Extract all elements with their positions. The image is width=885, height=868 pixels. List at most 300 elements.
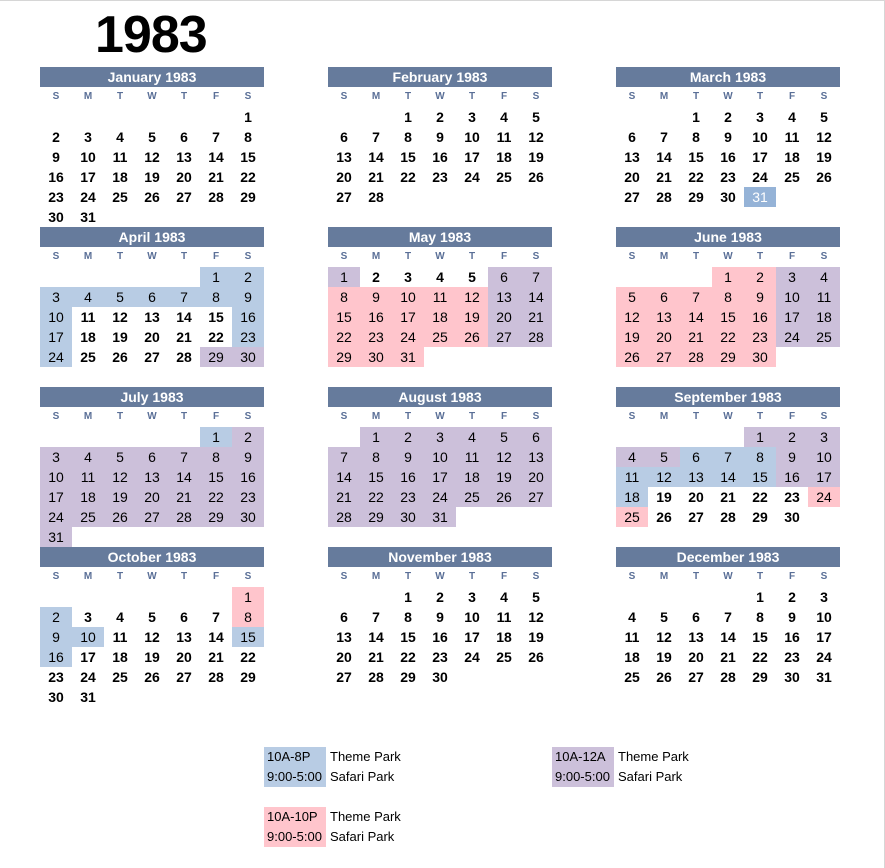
day-cell[interactable]: 13 <box>144 309 160 325</box>
day-cell[interactable]: 14 <box>368 629 384 645</box>
day-cell[interactable]: 20 <box>688 489 704 505</box>
day-cell[interactable]: 5 <box>488 427 520 447</box>
day-cell[interactable]: 1 <box>200 267 232 287</box>
day-cell[interactable]: 29 <box>200 347 232 367</box>
day-cell[interactable]: 17 <box>464 629 480 645</box>
day-cell[interactable]: 15 <box>744 467 776 487</box>
day-cell[interactable]: 9 <box>232 287 264 307</box>
day-cell[interactable]: 8 <box>244 129 252 145</box>
day-cell[interactable]: 6 <box>136 287 168 307</box>
day-cell[interactable]: 18 <box>80 329 96 345</box>
day-cell[interactable]: 20 <box>688 649 704 665</box>
day-cell[interactable]: 3 <box>808 427 840 447</box>
day-cell[interactable]: 16 <box>432 629 448 645</box>
day-cell[interactable]: 26 <box>144 189 160 205</box>
day-cell[interactable]: 2 <box>40 607 72 627</box>
day-cell[interactable]: 1 <box>244 109 252 125</box>
day-cell[interactable]: 17 <box>80 169 96 185</box>
day-cell[interactable]: 23 <box>784 649 800 665</box>
day-cell[interactable]: 19 <box>144 649 160 665</box>
day-cell[interactable]: 11 <box>784 129 800 145</box>
day-cell[interactable]: 23 <box>232 487 264 507</box>
day-cell[interactable]: 11 <box>424 287 456 307</box>
day-cell[interactable]: 19 <box>528 629 544 645</box>
day-cell[interactable]: 24 <box>464 649 480 665</box>
day-cell[interactable]: 18 <box>72 487 104 507</box>
day-cell[interactable]: 11 <box>80 309 96 325</box>
day-cell[interactable]: 27 <box>688 509 704 525</box>
day-cell[interactable]: 7 <box>712 447 744 467</box>
day-cell[interactable]: 15 <box>200 467 232 487</box>
day-cell[interactable]: 19 <box>616 327 648 347</box>
day-cell[interactable]: 8 <box>692 129 700 145</box>
day-cell[interactable]: 3 <box>468 589 476 605</box>
day-cell[interactable]: 13 <box>680 467 712 487</box>
day-cell[interactable]: 5 <box>616 287 648 307</box>
day-cell[interactable]: 29 <box>328 347 360 367</box>
day-cell[interactable]: 6 <box>340 129 348 145</box>
day-cell[interactable]: 15 <box>232 627 264 647</box>
day-cell[interactable]: 14 <box>520 287 552 307</box>
day-cell[interactable]: 1 <box>404 589 412 605</box>
day-cell[interactable]: 5 <box>148 609 156 625</box>
day-cell[interactable]: 28 <box>520 327 552 347</box>
day-cell[interactable]: 26 <box>104 507 136 527</box>
day-cell[interactable]: 24 <box>40 507 72 527</box>
day-cell[interactable]: 23 <box>432 649 448 665</box>
day-cell[interactable]: 10 <box>392 287 424 307</box>
day-cell[interactable]: 7 <box>724 609 732 625</box>
day-cell[interactable]: 8 <box>756 609 764 625</box>
day-cell[interactable]: 11 <box>112 149 128 165</box>
day-cell[interactable]: 17 <box>808 467 840 487</box>
day-cell[interactable]: 25 <box>496 169 512 185</box>
day-cell[interactable]: 24 <box>808 487 840 507</box>
day-cell[interactable]: 28 <box>176 349 192 365</box>
day-cell[interactable]: 27 <box>176 189 192 205</box>
day-cell[interactable]: 25 <box>808 327 840 347</box>
day-cell[interactable]: 13 <box>136 467 168 487</box>
day-cell[interactable]: 9 <box>40 627 72 647</box>
day-cell[interactable]: 14 <box>328 467 360 487</box>
day-cell[interactable]: 15 <box>328 307 360 327</box>
day-cell[interactable]: 11 <box>808 287 840 307</box>
day-cell[interactable]: 16 <box>744 307 776 327</box>
day-cell[interactable]: 28 <box>680 347 712 367</box>
day-cell[interactable]: 29 <box>360 507 392 527</box>
day-cell[interactable]: 24 <box>80 669 96 685</box>
day-cell[interactable]: 21 <box>208 649 224 665</box>
day-cell[interactable]: 15 <box>240 149 256 165</box>
day-cell[interactable]: 26 <box>616 347 648 367</box>
day-cell[interactable]: 22 <box>208 329 224 345</box>
day-cell[interactable]: 8 <box>200 287 232 307</box>
day-cell[interactable]: 11 <box>72 467 104 487</box>
day-cell[interactable]: 31 <box>40 527 72 547</box>
day-cell[interactable]: 16 <box>48 169 64 185</box>
day-cell[interactable]: 25 <box>456 487 488 507</box>
day-cell[interactable]: 21 <box>176 329 192 345</box>
day-cell[interactable]: 24 <box>464 169 480 185</box>
day-cell[interactable]: 1 <box>756 589 764 605</box>
day-cell[interactable]: 6 <box>648 287 680 307</box>
day-cell[interactable]: 20 <box>488 307 520 327</box>
day-cell[interactable]: 4 <box>500 109 508 125</box>
day-cell[interactable]: 12 <box>112 309 128 325</box>
day-cell[interactable]: 7 <box>168 447 200 467</box>
day-cell[interactable]: 24 <box>392 327 424 347</box>
day-cell[interactable]: 19 <box>488 467 520 487</box>
day-cell[interactable]: 20 <box>624 169 640 185</box>
day-cell[interactable]: 1 <box>404 109 412 125</box>
day-cell[interactable]: 1 <box>360 427 392 447</box>
day-cell[interactable]: 13 <box>488 287 520 307</box>
day-cell[interactable]: 20 <box>176 169 192 185</box>
day-cell[interactable]: 27 <box>488 327 520 347</box>
day-cell[interactable]: 12 <box>528 609 544 625</box>
day-cell[interactable]: 8 <box>404 129 412 145</box>
day-cell[interactable]: 18 <box>616 487 648 507</box>
day-cell[interactable]: 5 <box>468 269 476 285</box>
day-cell[interactable]: 15 <box>400 149 416 165</box>
day-cell[interactable]: 12 <box>456 287 488 307</box>
day-cell[interactable]: 6 <box>692 609 700 625</box>
day-cell[interactable]: 29 <box>752 669 768 685</box>
day-cell[interactable]: 15 <box>400 629 416 645</box>
day-cell[interactable]: 18 <box>424 307 456 327</box>
day-cell[interactable]: 6 <box>136 447 168 467</box>
day-cell[interactable]: 14 <box>176 309 192 325</box>
day-cell[interactable]: 3 <box>756 109 764 125</box>
day-cell[interactable]: 4 <box>616 447 648 467</box>
day-cell[interactable]: 6 <box>520 427 552 447</box>
day-cell[interactable]: 9 <box>436 129 444 145</box>
day-cell[interactable]: 9 <box>360 287 392 307</box>
day-cell[interactable]: 1 <box>200 427 232 447</box>
day-cell[interactable]: 2 <box>776 427 808 447</box>
day-cell[interactable]: 21 <box>208 169 224 185</box>
day-cell[interactable]: 21 <box>520 307 552 327</box>
day-cell[interactable]: 8 <box>712 287 744 307</box>
day-cell[interactable]: 5 <box>104 447 136 467</box>
day-cell[interactable]: 12 <box>144 629 160 645</box>
day-cell[interactable]: 31 <box>424 507 456 527</box>
day-cell[interactable]: 11 <box>112 629 128 645</box>
day-cell[interactable]: 24 <box>816 649 832 665</box>
day-cell[interactable]: 21 <box>328 487 360 507</box>
day-cell[interactable]: 21 <box>720 489 736 505</box>
day-cell[interactable]: 30 <box>360 347 392 367</box>
day-cell[interactable]: 2 <box>232 427 264 447</box>
day-cell[interactable]: 12 <box>656 629 672 645</box>
day-cell[interactable]: 25 <box>112 189 128 205</box>
day-cell[interactable]: 27 <box>648 347 680 367</box>
day-cell[interactable]: 6 <box>488 267 520 287</box>
day-cell[interactable]: 30 <box>232 507 264 527</box>
day-cell[interactable]: 22 <box>400 649 416 665</box>
day-cell[interactable]: 14 <box>208 629 224 645</box>
day-cell[interactable]: 23 <box>784 489 800 505</box>
day-cell[interactable]: 7 <box>212 609 220 625</box>
day-cell[interactable]: 30 <box>48 209 64 225</box>
day-cell[interactable]: 13 <box>176 149 192 165</box>
day-cell[interactable]: 4 <box>116 129 124 145</box>
day-cell[interactable]: 16 <box>40 647 72 667</box>
day-cell[interactable]: 14 <box>720 629 736 645</box>
day-cell[interactable]: 7 <box>520 267 552 287</box>
day-cell[interactable]: 21 <box>680 327 712 347</box>
day-cell[interactable]: 3 <box>84 129 92 145</box>
day-cell[interactable]: 26 <box>144 669 160 685</box>
day-cell[interactable]: 27 <box>336 189 352 205</box>
day-cell[interactable]: 8 <box>232 607 264 627</box>
day-cell[interactable]: 8 <box>328 287 360 307</box>
day-cell[interactable]: 5 <box>660 609 668 625</box>
day-cell[interactable]: 8 <box>744 447 776 467</box>
day-cell[interactable]: 25 <box>496 649 512 665</box>
day-cell[interactable]: 1 <box>712 267 744 287</box>
day-cell[interactable]: 28 <box>720 669 736 685</box>
day-cell[interactable]: 7 <box>328 447 360 467</box>
day-cell[interactable]: 9 <box>436 609 444 625</box>
day-cell[interactable]: 13 <box>688 629 704 645</box>
day-cell[interactable]: 18 <box>456 467 488 487</box>
day-cell[interactable]: 23 <box>392 487 424 507</box>
day-cell[interactable]: 28 <box>208 669 224 685</box>
day-cell[interactable]: 25 <box>112 669 128 685</box>
day-cell[interactable]: 7 <box>660 129 668 145</box>
day-cell[interactable]: 29 <box>200 507 232 527</box>
day-cell[interactable]: 29 <box>240 669 256 685</box>
day-cell[interactable]: 2 <box>372 269 380 285</box>
day-cell[interactable]: 12 <box>104 467 136 487</box>
day-cell[interactable]: 5 <box>148 129 156 145</box>
day-cell[interactable]: 28 <box>720 509 736 525</box>
day-cell[interactable]: 12 <box>816 129 832 145</box>
day-cell[interactable]: 12 <box>144 149 160 165</box>
day-cell[interactable]: 22 <box>400 169 416 185</box>
day-cell[interactable]: 7 <box>212 129 220 145</box>
day-cell[interactable]: 29 <box>688 189 704 205</box>
day-cell[interactable]: 10 <box>40 307 72 327</box>
day-cell[interactable]: 18 <box>496 149 512 165</box>
day-cell[interactable]: 22 <box>328 327 360 347</box>
day-cell[interactable]: 30 <box>392 507 424 527</box>
day-cell[interactable]: 13 <box>336 149 352 165</box>
day-cell[interactable]: 2 <box>436 109 444 125</box>
day-cell[interactable]: 6 <box>180 609 188 625</box>
day-cell[interactable]: 10 <box>40 467 72 487</box>
day-cell[interactable]: 28 <box>168 507 200 527</box>
day-cell[interactable]: 14 <box>656 149 672 165</box>
day-cell[interactable]: 31 <box>816 669 832 685</box>
day-cell[interactable]: 23 <box>48 669 64 685</box>
day-cell[interactable]: 1 <box>328 267 360 287</box>
day-cell[interactable]: 17 <box>424 467 456 487</box>
day-cell[interactable]: 13 <box>520 447 552 467</box>
day-cell[interactable]: 28 <box>208 189 224 205</box>
day-cell[interactable]: 16 <box>432 149 448 165</box>
day-cell[interactable]: 16 <box>720 149 736 165</box>
day-cell[interactable]: 6 <box>680 447 712 467</box>
day-cell[interactable]: 16 <box>360 307 392 327</box>
day-cell[interactable]: 22 <box>240 649 256 665</box>
day-cell[interactable]: 23 <box>432 169 448 185</box>
day-cell[interactable]: 22 <box>360 487 392 507</box>
day-cell[interactable]: 27 <box>520 487 552 507</box>
day-cell[interactable]: 5 <box>820 109 828 125</box>
day-cell[interactable]: 16 <box>392 467 424 487</box>
day-cell[interactable]: 10 <box>816 609 832 625</box>
day-cell[interactable]: 17 <box>80 649 96 665</box>
day-cell[interactable]: 10 <box>464 129 480 145</box>
day-cell[interactable]: 17 <box>40 487 72 507</box>
day-cell[interactable]: 14 <box>208 149 224 165</box>
day-cell[interactable]: 2 <box>232 267 264 287</box>
day-cell[interactable]: 3 <box>820 589 828 605</box>
day-cell[interactable]: 17 <box>392 307 424 327</box>
day-cell[interactable]: 20 <box>336 169 352 185</box>
day-cell[interactable]: 20 <box>176 649 192 665</box>
day-cell[interactable]: 17 <box>464 149 480 165</box>
day-cell[interactable]: 19 <box>816 149 832 165</box>
day-cell[interactable]: 17 <box>40 327 72 347</box>
day-cell[interactable]: 7 <box>372 609 380 625</box>
day-cell[interactable]: 26 <box>456 327 488 347</box>
day-cell[interactable]: 18 <box>808 307 840 327</box>
day-cell[interactable]: 26 <box>528 169 544 185</box>
day-cell[interactable]: 3 <box>84 609 92 625</box>
day-cell[interactable]: 19 <box>656 649 672 665</box>
day-cell[interactable]: 20 <box>336 649 352 665</box>
day-cell[interactable]: 14 <box>368 149 384 165</box>
day-cell[interactable]: 17 <box>776 307 808 327</box>
day-cell[interactable]: 31 <box>80 209 96 225</box>
day-cell[interactable]: 19 <box>528 149 544 165</box>
day-cell[interactable]: 22 <box>240 169 256 185</box>
day-cell[interactable]: 30 <box>432 669 448 685</box>
day-cell[interactable]: 18 <box>624 649 640 665</box>
day-cell[interactable]: 5 <box>532 109 540 125</box>
day-cell[interactable]: 28 <box>368 669 384 685</box>
day-cell[interactable]: 22 <box>688 169 704 185</box>
day-cell[interactable]: 23 <box>232 327 264 347</box>
day-cell[interactable]: 11 <box>624 629 640 645</box>
day-cell[interactable]: 25 <box>72 507 104 527</box>
day-cell[interactable]: 11 <box>496 129 512 145</box>
day-cell[interactable]: 30 <box>744 347 776 367</box>
day-cell[interactable]: 31 <box>392 347 424 367</box>
day-cell[interactable]: 19 <box>144 169 160 185</box>
day-cell[interactable]: 10 <box>808 447 840 467</box>
day-cell[interactable]: 21 <box>368 649 384 665</box>
day-cell[interactable]: 6 <box>180 129 188 145</box>
day-cell[interactable]: 3 <box>468 109 476 125</box>
day-cell[interactable]: 4 <box>808 267 840 287</box>
day-cell[interactable]: 15 <box>208 309 224 325</box>
day-cell[interactable]: 3 <box>424 427 456 447</box>
day-cell[interactable]: 6 <box>628 129 636 145</box>
day-cell[interactable]: 12 <box>648 467 680 487</box>
day-cell[interactable]: 12 <box>528 129 544 145</box>
day-cell[interactable]: 2 <box>436 589 444 605</box>
day-cell[interactable]: 8 <box>360 447 392 467</box>
day-cell[interactable]: 4 <box>788 109 796 125</box>
day-cell[interactable]: 17 <box>752 149 768 165</box>
day-cell[interactable]: 29 <box>240 189 256 205</box>
day-cell[interactable]: 23 <box>48 189 64 205</box>
day-cell[interactable]: 15 <box>688 149 704 165</box>
day-cell[interactable]: 10 <box>464 609 480 625</box>
day-cell[interactable]: 24 <box>776 327 808 347</box>
day-cell[interactable]: 2 <box>744 267 776 287</box>
day-cell[interactable]: 20 <box>648 327 680 347</box>
day-cell[interactable]: 27 <box>136 507 168 527</box>
day-cell[interactable]: 19 <box>456 307 488 327</box>
day-cell[interactable]: 18 <box>112 169 128 185</box>
day-cell[interactable]: 2 <box>788 589 796 605</box>
day-cell[interactable]: 2 <box>52 129 60 145</box>
day-cell[interactable]: 3 <box>404 269 412 285</box>
day-cell[interactable]: 20 <box>144 329 160 345</box>
day-cell[interactable]: 16 <box>232 467 264 487</box>
day-cell[interactable]: 10 <box>752 129 768 145</box>
day-cell[interactable]: 22 <box>752 649 768 665</box>
day-cell[interactable]: 6 <box>340 609 348 625</box>
day-cell[interactable]: 26 <box>528 649 544 665</box>
day-cell[interactable]: 23 <box>744 327 776 347</box>
day-cell[interactable]: 15 <box>360 467 392 487</box>
day-cell[interactable]: 30 <box>784 509 800 525</box>
day-cell[interactable]: 10 <box>80 149 96 165</box>
day-cell[interactable]: 27 <box>144 349 160 365</box>
day-cell[interactable]: 1 <box>692 109 700 125</box>
day-cell[interactable]: 29 <box>400 669 416 685</box>
day-cell[interactable]: 28 <box>328 507 360 527</box>
day-cell[interactable]: 3 <box>40 287 72 307</box>
day-cell[interactable]: 28 <box>656 189 672 205</box>
day-cell[interactable]: 8 <box>200 447 232 467</box>
day-cell[interactable]: 22 <box>712 327 744 347</box>
day-cell[interactable]: 2 <box>392 427 424 447</box>
day-cell[interactable]: 21 <box>656 169 672 185</box>
day-cell[interactable]: 4 <box>72 447 104 467</box>
day-cell[interactable]: 9 <box>724 129 732 145</box>
day-cell[interactable]: 11 <box>616 467 648 487</box>
day-cell[interactable]: 3 <box>40 447 72 467</box>
day-cell[interactable]: 18 <box>112 649 128 665</box>
day-cell[interactable]: 13 <box>336 629 352 645</box>
day-cell[interactable]: 14 <box>680 307 712 327</box>
day-cell[interactable]: 29 <box>712 347 744 367</box>
day-cell[interactable]: 9 <box>232 447 264 467</box>
day-cell[interactable]: 10 <box>424 447 456 467</box>
day-cell[interactable]: 27 <box>336 669 352 685</box>
day-cell[interactable]: 19 <box>104 487 136 507</box>
day-cell[interactable]: 27 <box>688 669 704 685</box>
day-cell[interactable]: 29 <box>752 509 768 525</box>
day-cell[interactable]: 18 <box>496 629 512 645</box>
day-cell[interactable]: 25 <box>624 669 640 685</box>
day-cell[interactable]: 7 <box>168 287 200 307</box>
day-cell[interactable]: 15 <box>752 629 768 645</box>
day-cell[interactable]: 1 <box>232 587 264 607</box>
day-cell[interactable]: 24 <box>752 169 768 185</box>
day-cell[interactable]: 5 <box>532 589 540 605</box>
day-cell[interactable]: 30 <box>720 189 736 205</box>
day-cell[interactable]: 15 <box>712 307 744 327</box>
day-cell[interactable]: 9 <box>788 609 796 625</box>
